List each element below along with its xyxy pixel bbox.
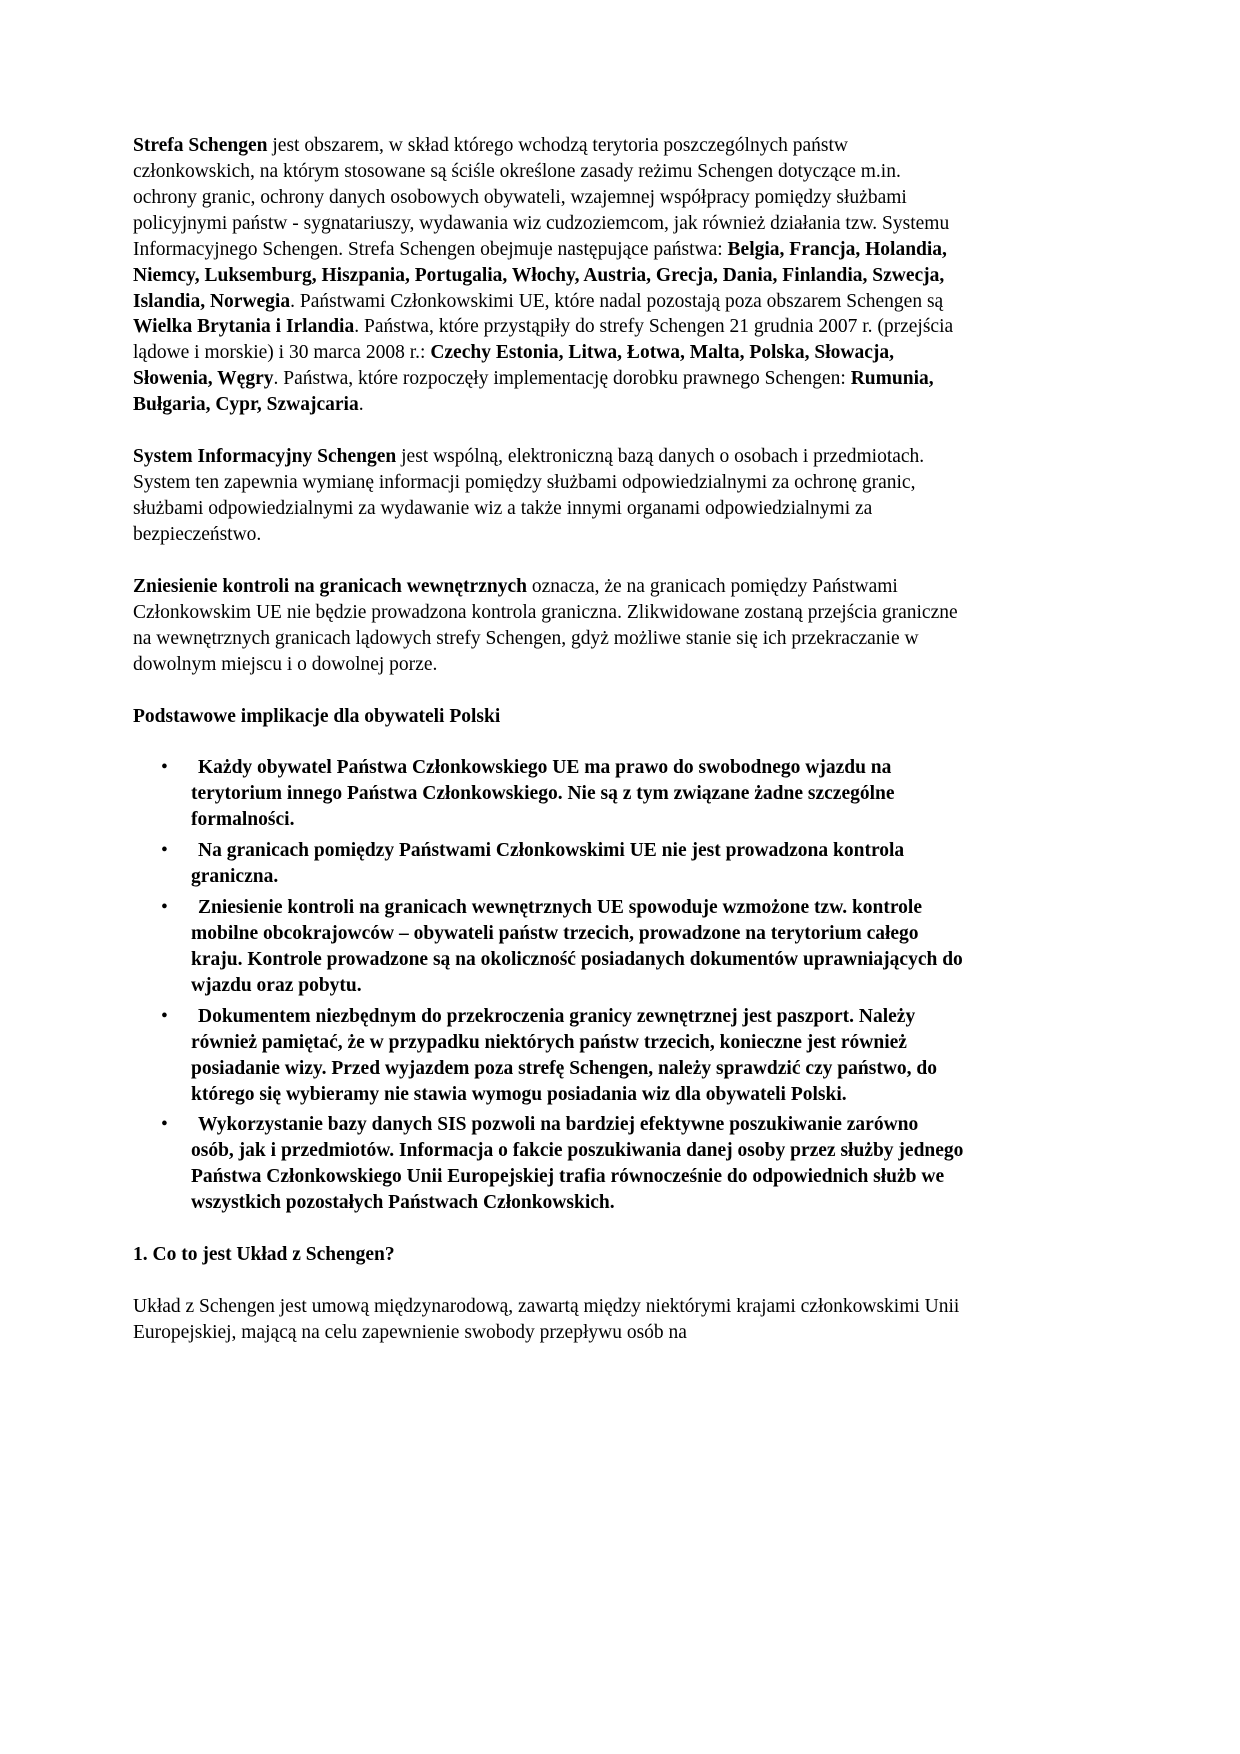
text-segment: . Państwami Członkowskimi UE, które nadal pozostają poza obszarem Schengen są: [290, 290, 944, 312]
text-segment: .: [358, 394, 364, 416]
text-segment: oznacza, że na granicach pomiędzy Państwami Członkowskim UE nie będzie prowadzona kontrola graniczna. Zlikwidowane zostaną przejścia graniczne na wewnętrznych granicach lądowych strefy Schengen, gdyż możliwe stanie się ich przekraczanie w dowolnym miejscu i o dowolnej porze.: [133, 575, 958, 675]
list-item: • Zniesienie kontroli na granicach wewnętrznych UE spowoduje wzmożone tzw. kontrole mobilne obcokrajowców – obywateli państw trzecich, prowadzone na terytorium całego kraju. Kontrole prowadzone są na okoliczność posiadanych dokumentów uprawniających do wjazdu oraz pobytu.: [161, 895, 965, 999]
text-segment: jest obszarem, w skład którego wchodzą terytoria poszczególnych państw członkowskich, na którym stosowane są ściśle określone zasady reżimu Schengen dotyczące m.in. ochrony granic, ochrony danych osobowych obywateli, wzajemnej współpracy pomiędzy służbami policyjnymi państw - sygnatariuszy, wydawania wiz cudzoziemcom, jak również działania tzw. Systemu Informacyjnego Schengen. Strefa Schengen obejmuje następujące państwa:: [133, 135, 950, 260]
list-item: • Na granicach pomiędzy Państwami Członkowskimi UE nie jest prowadzona kontrola graniczna.: [161, 838, 965, 890]
text-segment-bold: Wielka Brytania i Irlandia: [133, 316, 355, 338]
text-segment-bold: Strefa Schengen: [133, 135, 268, 156]
text-segment: . Państwa, które rozpoczęły implementację dorobku prawnego Schengen:: [273, 368, 851, 390]
list-item: • Dokumentem niezbędnym do przekroczenia granicy zewnętrznej jest paszport. Należy również pamiętać, że w przypadku niektórych państw trzecich, konieczne jest również posiadanie wizy. Przed wyjazdem poza strefę Schengen, należy sprawdzić czy państwo, do którego się wybieramy nie stawia wymogu posiadania wiz dla obywateli Polski.: [161, 1004, 965, 1108]
section-heading-implikacje: Podstawowe implikacje dla obywateli Polski: [133, 705, 501, 727]
paragraph-system-informacyjny: [133, 444, 965, 548]
text-segment: jest wspólną, elektroniczną bazą danych o osobach i przedmiotach. System ten zapewnia wymianę informacji pomiędzy służbami odpowiedzialnymi za ochronę granic, służbami odpowiedzialnymi za wydawanie wiz a także innymi organami odpowiedzialnymi za bezpieczeństwo.: [133, 446, 925, 545]
text-segment: . Państwa, które przystąpiły do strefy Schengen 21 grudnia 2007 r. (przejścia lądowe i morskie) i 30 marca 2008 r.:: [133, 316, 954, 364]
text-segment-bold: System Informacyjny Schengen: [133, 446, 397, 468]
bullet-list-implikacje: [133, 755, 965, 1216]
paragraph-strefa-schengen: [133, 133, 965, 418]
text-segment-bold: Rumunia, Bułgaria, Cypr, Szwajcaria: [133, 368, 934, 416]
paragraph-zniesienie-kontroli: [133, 574, 965, 678]
list-item: • Wykorzystanie bazy danych SIS pozwoli na bardziej efektywne poszukiwanie zarówno osób, jak i przedmiotów. Informacja o fakcie poszukiwania danej osoby przez służby jednego Państwa Członkowskiego Unii Europejskiej trafia równocześnie do odpowiednich służb we wszystkich pozostałych Państwach Członkowskich.: [161, 1112, 965, 1216]
text-segment-bold: Zniesienie kontroli na granicach wewnętrznych: [133, 575, 527, 597]
section-heading-uklad-z-schengen: 1. Co to jest Układ z Schengen?: [133, 1244, 395, 1266]
paragraph-uklad-z-schengen: Układ z Schengen jest umową międzynarodową, zawartą między niektórymi krajami członkowskimi Unii Europejskiej, mającą na celu zapewnienie swobody przepływu osób na: [133, 1296, 960, 1343]
text-segment-bold: Czechy Estonia, Litwa, Łotwa, Malta, Polska, Słowacja, Słowenia, Węgry: [133, 342, 894, 390]
list-item: • Każdy obywatel Państwa Członkowskiego UE ma prawo do swobodnego wjazdu na terytorium innego Państwa Członkowskiego. Nie są z tym związane żadne szczególne formalności.: [161, 755, 965, 833]
text-segment-bold: Belgia, Francja, Holandia, Niemcy, Luksemburg, Hiszpania, Portugalia, Włochy, Austria, Grecja, Dania, Finlandia, Szwecja, Islandia, Norwegia: [133, 238, 947, 312]
document-content: [133, 133, 965, 1372]
